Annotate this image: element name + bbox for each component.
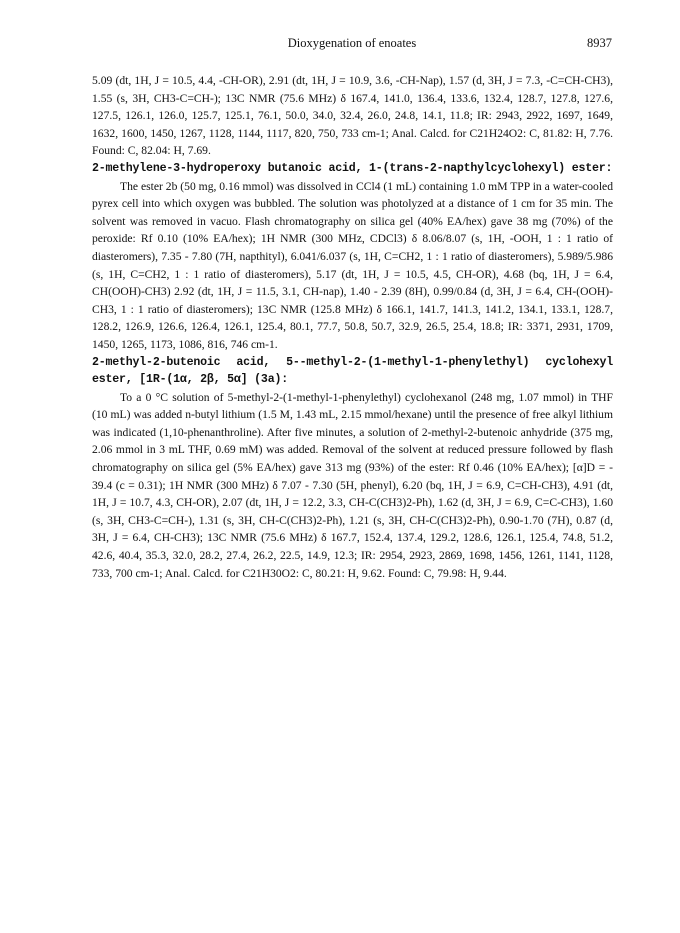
running-header	[92, 36, 612, 52]
running-title: Dioxygenation of enoates	[287, 36, 417, 50]
compound-heading-ester-3a: 2-methyl-2-butenoic acid, 5--methyl-2-(1-methyl-1-phenylethyl) cyclohexyl ester, [1R-(1α, 2β, 5α] (3a):	[92, 355, 613, 387]
page-number: 8937	[587, 36, 612, 50]
paragraph-peroxide-procedure: The ester 2b (50 mg, 0.16 mmol) was dissolved in CCl4 (1 mL) containing 1.0 mM TPP in a water-cooled pyrex cell into which oxygen was bubbled. The solution was photolyzed at a distance of 1 cm for 35 min. The solvent was removed in vacuo. Flash chromatography on silica gel (40% EA/hex) gave 38 mg (70%) of the peroxide: Rf 0.10 (10% EA/hex); 1H NMR (300 MHz, CDCl3) δ 8.06/8.07 (s, 1H, -OOH, 1 : 1 ratio of diasteromers), 7.35 - 7.80 (7H, napthityl), 6.041/6.037 (s, 1H, C=CH2, 1 : 1 ratio of diasteromers), 5.989/5.986 (s, 1H, C=CH2, 1 : 1 ratio of diasteromers), 5.17 (dt, 1H, J = 10.5, 4.5, CH-OR), 4.68 (bq, 1H, J = 6.4, CH(OOH)-CH3) 2.92 (dt, 1H, J = 11.5, 3.1, CH-nap), 1.40 - 2.39 (8H), 0.99/0.84 (d, 3H, J = 6.4, CH-(OOH)-CH3, 1 : 1 ratio of diasteromers); 13C NMR (125.8 MHz) δ 166.1, 141.7, 141.3, 141.2, 134.1, 133.1, 128.7, 128.2, 126.9, 126.6, 126.4, 126.1, 125.4, 80.1, 77.7, 50.8, 50.7, 32.9, 26.5, 25.4, 18.8; IR: 3371, 2931, 1709, 1450, 1265, 1173, 1086, 816, 746 cm-1.	[92, 179, 613, 351]
paragraph-continued-nmr-data: 5.09 (dt, 1H, J = 10.5, 4.4, -CH-OR), 2.91 (dt, 1H, J = 10.9, 3.6, -CH-Nap), 1.57 (d, 3H, J = 7.3, -C=CH-CH3), 1.55 (s, 3H, CH3-C=CH-); 13C NMR (75.6 MHz) δ 167.4, 141.0, 136.4, 133.6, 132.4, 128.7, 127.8, 127.6, 127.5, 126.1, 126.0, 125.7, 125.1, 76.1, 50.0, 34.0, 32.4, 26.0, 24.8, 14.1, 11.8; IR: 2943, 2922, 1697, 1649, 1632, 1600, 1450, 1267, 1128, 1144, 1117, 820, 750, 733 cm-1; Anal. Calcd. for C21H24O2: C, 81.82: H, 7.76. Found: C, 82.04: H, 7.69.	[92, 74, 613, 158]
compound-heading-peroxide: 2-methylene-3-hydroperoxy butanoic acid, 1-(trans-2-napthylcyclohexyl) ester:	[92, 161, 613, 175]
paragraph-ester-procedure: To a 0 °C solution of 5-methyl-2-(1-methyl-1-phenylethyl) cyclohexanol (248 mg, 1.07 mmol) in THF (10 mL) was added n-butyl lithium (1.5 M, 1.43 mL, 2.15 mmol/hexane) until the presence of free alkyl lithium was indicated (1,10-phenanthroline). After five minutes, a solution of 2-methyl-2-butenoic anhydride (375 mg, 2.06 mmol in 3 mL THF, 0.69 mM) was added. Removal of the solvent at reduced pressure followed by flash chromatography on silica gel (5% EA/hex) gave 313 mg (93%) of the ester: Rf 0.46 (10% EA/hex); [α]D = - 39.4 (c = 0.31); 1H NMR (300 MHz) δ 7.07 - 7.30 (5H, phenyl), 6.20 (bq, 1H, J = 6.9, C=CH-CH3), 4.91 (dt, 1H, J = 10.7, 4.3, CH-OR), 2.07 (dt, 1H, J = 12.2, 3.3, CH-C(CH3)2-Ph), 1.62 (d, 3H, J = 6.9, C=C-CH3), 1.60 (s, 3H, CH3-C=CH-), 1.31 (s, 3H, CH-C(CH3)2-Ph), 1.21 (s, 3H, CH-C(CH3)2-Ph), 0.90-1.70 (7H), 0.87 (d, 3H, J = 6.4, CH-CH3); 13C NMR (75.6 MHz) δ 167.7, 152.4, 137.4, 129.2, 128.6, 126.1, 125.4, 74.8, 51.2, 42.6, 40.4, 35.3, 32.0, 28.2, 27.4, 26.2, 22.5, 14.9, 12.3; IR: 2954, 2923, 2869, 1698, 1456, 1261, 1141, 1128, 733, 700 cm-1; Anal. Calcd. for C21H30O2: C, 80.21: H, 9.62. Found: C, 79.98: H, 9.44.	[92, 390, 613, 580]
article-body	[92, 72, 613, 582]
